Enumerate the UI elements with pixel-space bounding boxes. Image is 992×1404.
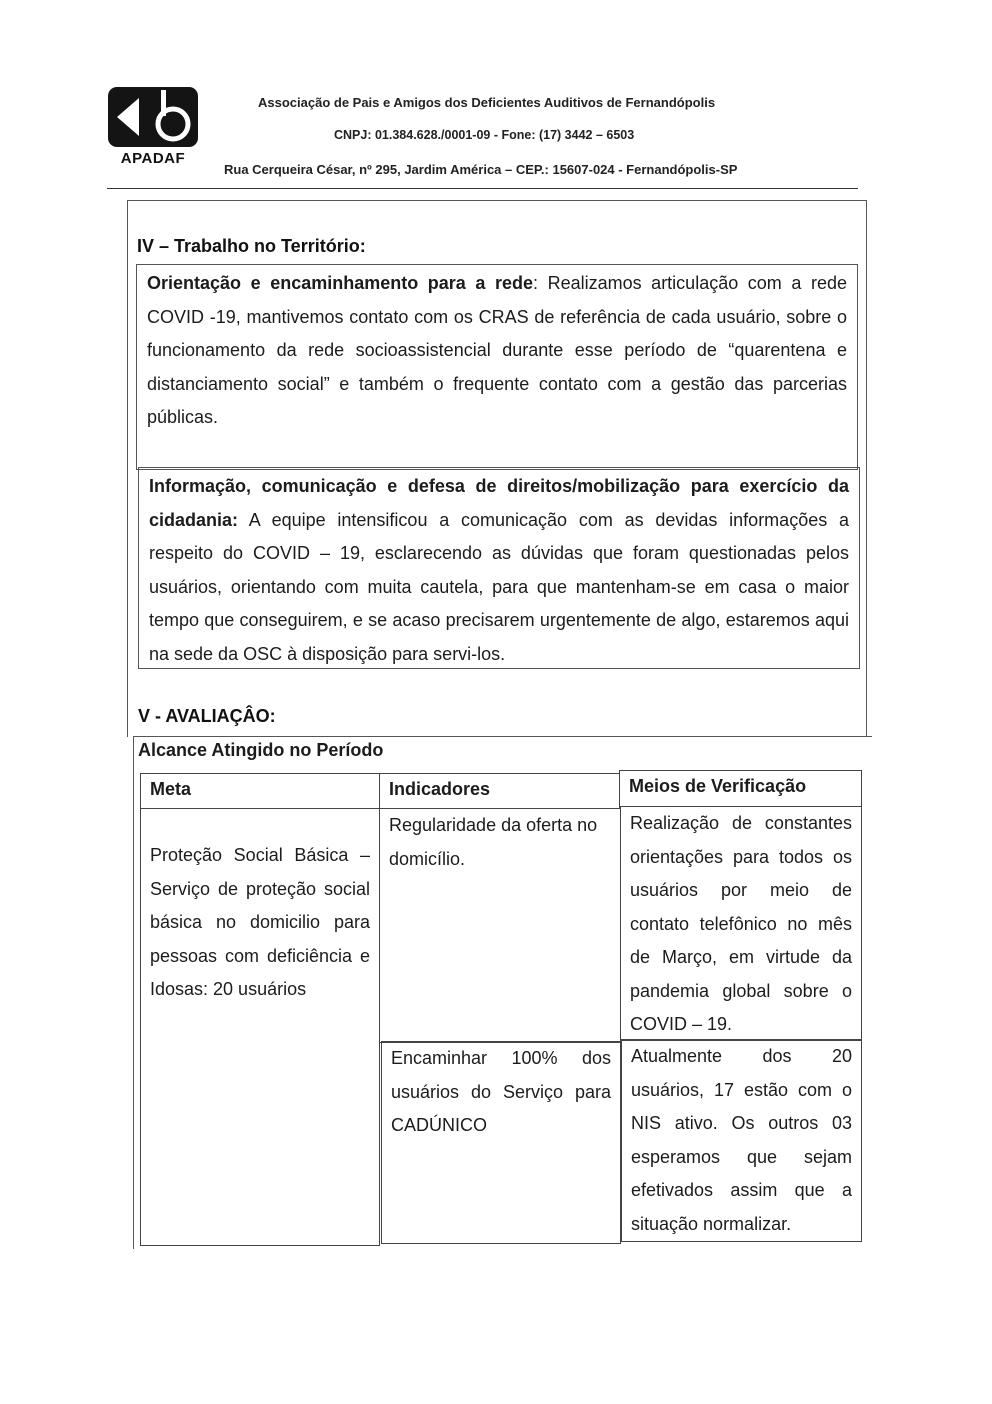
evaluation-table <box>140 770 862 1246</box>
information-text: A equipe intensificou a comunicação com as devidas informações a respeito do COVID – 19, esclarecendo as dúvidas que foram questionadas pelos usuários, orientando com muita cautela, para que mantenham-se em casa o maior tempo que conseguirem, e se acaso precisarem urgentemente de algo, estaremos aqui na sede da OSC à disposição para servi-los. <box>149 509 849 664</box>
org-address: Rua Cerqueira César, nº 295, Jardim América – CEP.: 15607-024 - Fernandópolis-SP <box>224 162 738 177</box>
column-header-verificacao: Meios de Verificação <box>619 770 862 807</box>
information-heading: Informação, comunicação e defesa de direitos/mobilização para exercício da cidadania: <box>149 476 849 530</box>
column-header-indicadores: Indicadores <box>379 773 620 809</box>
orientation-block <box>136 264 858 470</box>
indicator-cell-2: Encaminhar 100% dos usuários do Serviço para CADÚNICO <box>381 1041 621 1244</box>
information-block <box>138 467 860 669</box>
orientation-text: : Realizamos articulação com a rede COVID -19, mantivemos contato com os CRAS de referência de cada usuário, sobre o funcionamento da rede socioassistencial durante esse período de “quarentena e distanciamento social” e também o frequente contato com a gestão das parcerias públicas. <box>147 273 847 427</box>
orientation-heading: Orientação e encaminhamento para a rede <box>147 273 533 293</box>
org-name: Associação de Pais e Amigos dos Deficientes Auditivos de Fernandópolis <box>258 95 716 110</box>
column-header-meta: Meta <box>140 773 380 809</box>
section-4-title: IV – Trabalho no Território: <box>137 236 366 256</box>
header-divider <box>107 188 858 189</box>
evaluation-subtitle: Alcance Atingido no Período <box>138 740 384 760</box>
indicator-cell-1: Regularidade da oferta no domicílio. <box>379 808 621 1043</box>
verification-cell-2: Atualmente dos 20 usuários, 17 estão com o NIS ativo. Os outros 03 esperamos que sejam efetivados assim que a situação normalizar. <box>621 1039 862 1242</box>
verification-cell-1: Realização de constantes orientações para todos os usuários por meio de contato telefônico no mês de Março, em virtude da pandemia global sobre o COVID – 19. <box>620 806 862 1041</box>
apadaf-logo <box>107 86 199 167</box>
section-5-title: V - AVALIAÇÂO: <box>138 706 276 726</box>
cnpj-phone: CNPJ: 01.384.628./0001-09 - Fone: (17) 3442 – 6503 <box>334 128 635 142</box>
logo-mark-icon <box>107 86 199 148</box>
meta-cell: Proteção Social Básica – Serviço de proteção social básica no domicilio para pessoas com deficiência e Idosas: 20 usuários <box>140 808 380 1246</box>
logo-text: APADAF <box>120 150 186 167</box>
